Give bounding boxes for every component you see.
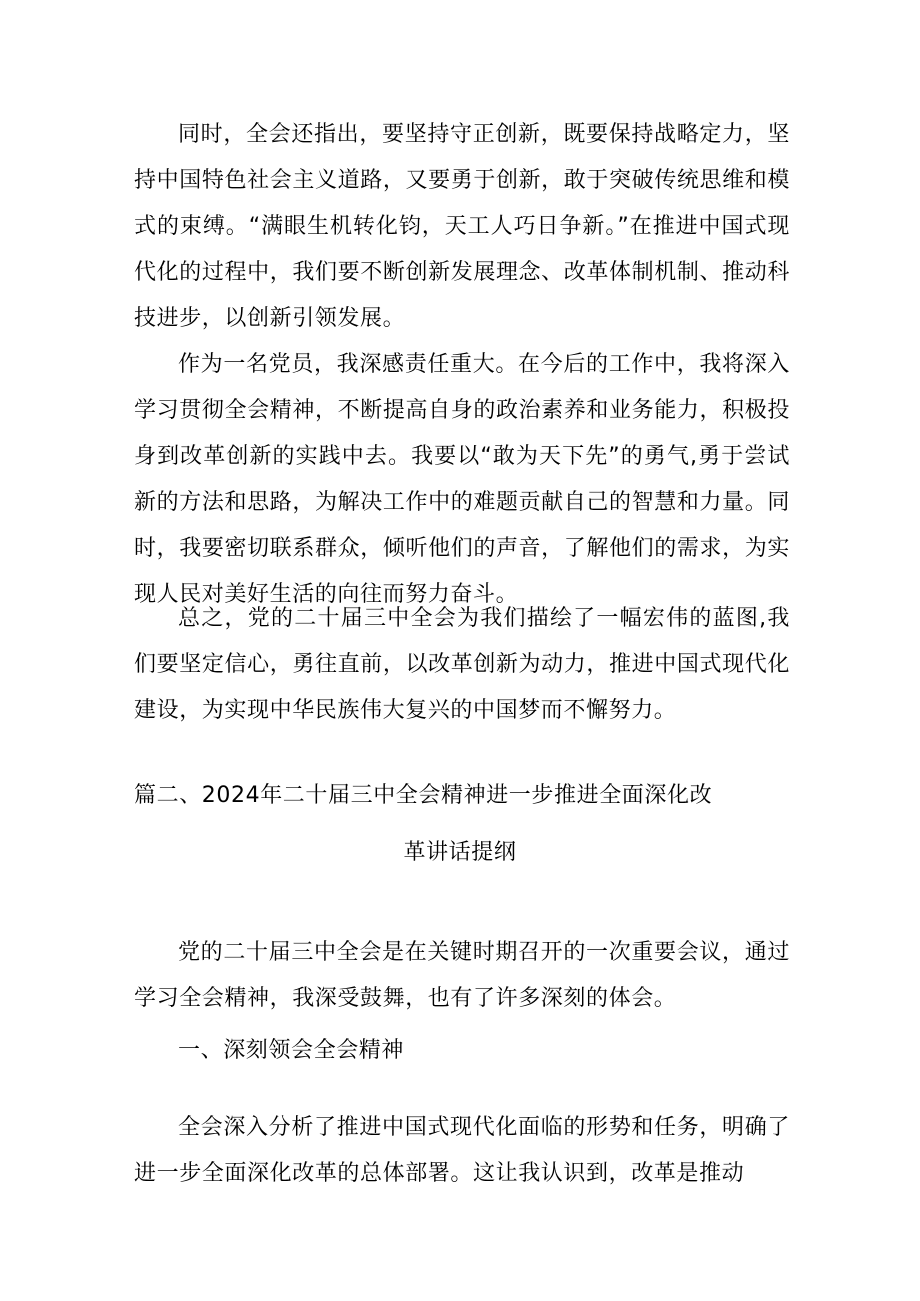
paragraph-conclusion: 总之，党的二十届三中全会为我们描绘了一幅宏伟的蓝图,我们要坚定信心，勇往直前，以改革创新为动力，推进中国式现代化建设，为实现中华民族伟大复兴的中国梦而不懈努力。 xyxy=(134,606,790,723)
paragraph-party-member: 作为一名党员，我深感责任重大。在今后的工作中，我将深入学习贯彻全会精神，不断提高自身的政治素养和业务能力，积极投身到改革创新的实践中去。我要以“敢为天下先”的勇气,勇于尝试新的方法和思路，为解决工作中的难题贡献自己的智慧和力量。同时，我要密切联系群众，倾听他们的声音，了解他们的需求，为实现人民对美好生活的向往而努力奋斗。 xyxy=(134,352,790,607)
paragraph-section-body: 全会深入分析了推进中国式现代化面临的形势和任务，明确了进一步全面深化改革的总体部署。这让我认识到，改革是推动 xyxy=(134,1115,790,1186)
paragraph-intro: 党的二十届三中全会是在关键时期召开的一次重要会议，通过学习全会精神，我深受鼓舞，也有了许多深刻的体会。 xyxy=(134,940,790,1011)
paragraph-innovation: 同时，全会还指出，要坚持守正创新，既要保持战略定力，坚持中国特色社会主义道路，又要勇于创新，敢于突破传统思维和模式的束缚。“满眼生机转化钧，天工人巧日争新。”在推进中国式现代化的过程中，我们要不断创新发展理念、改革体制机制、推动科技进步，以创新引领发展。 xyxy=(134,122,790,331)
article-heading-line2: 革讲话提纲 xyxy=(403,840,517,865)
article-heading-line1: 篇二、2024年二十届三中全会精神进一步推进全面深化改 xyxy=(134,783,713,808)
section-title: 一、深刻领会全会精神 xyxy=(178,1038,405,1063)
